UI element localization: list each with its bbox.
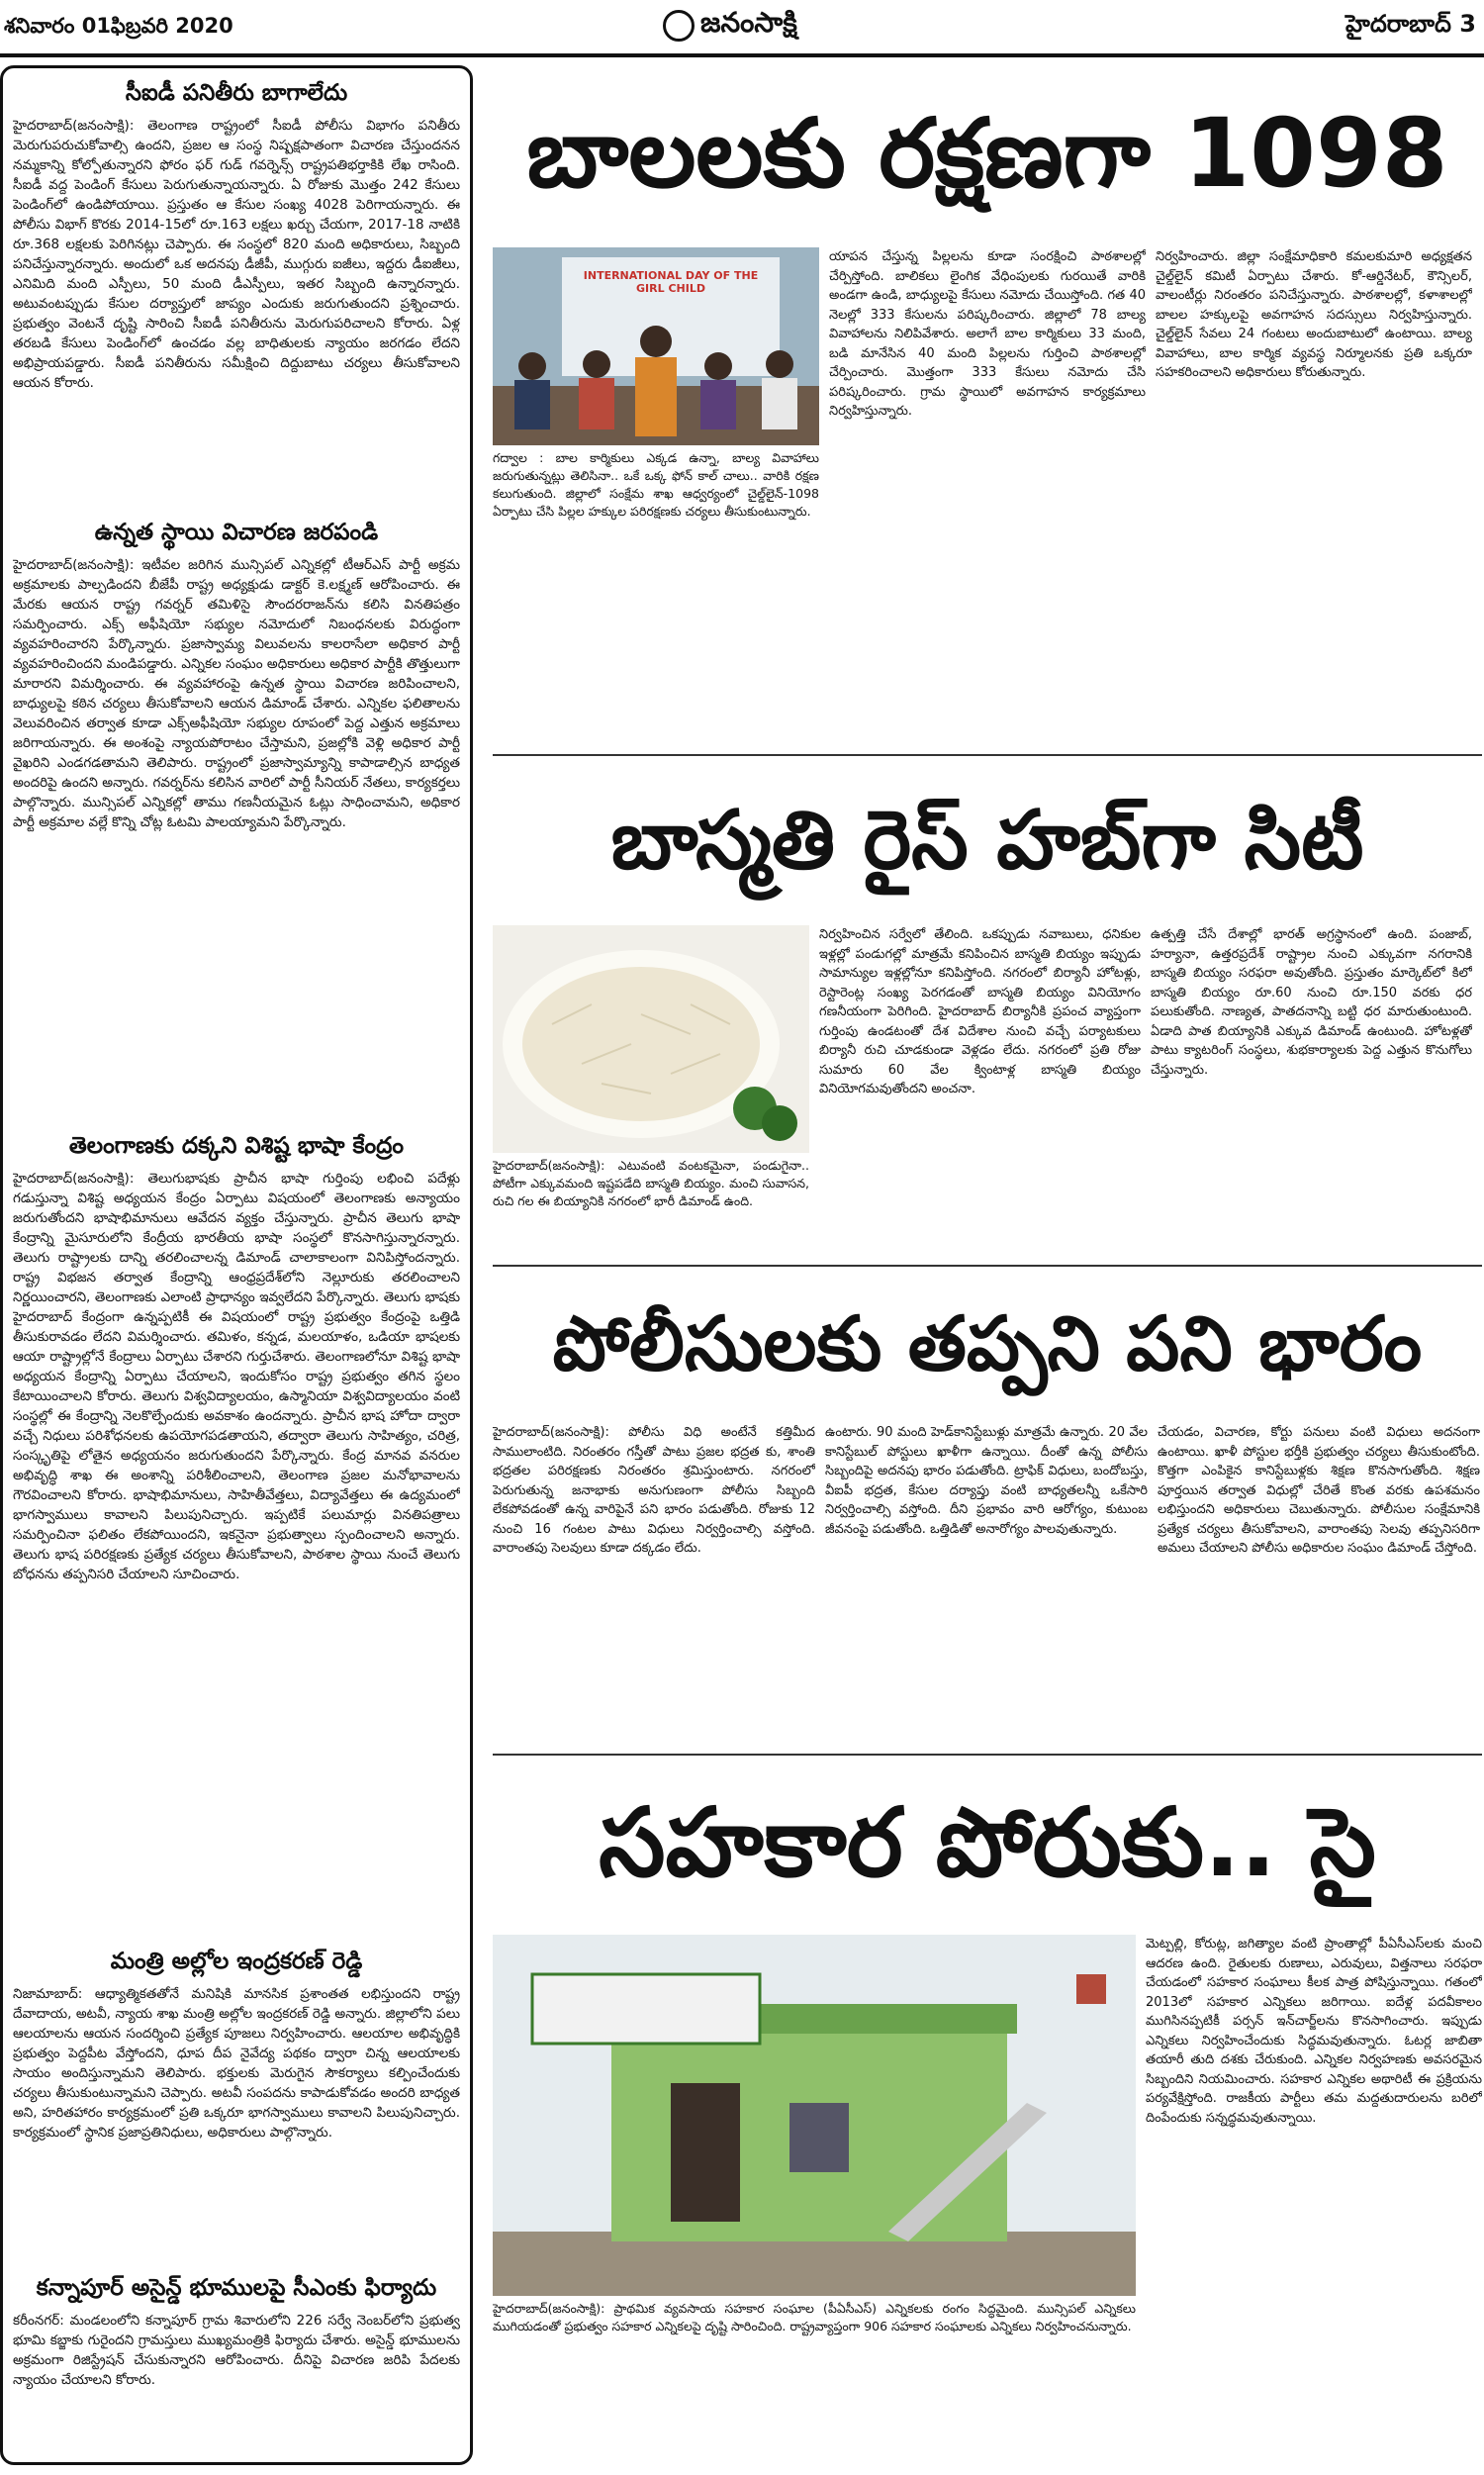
story-headline: బాలలకు రక్షణగా 1098 <box>526 98 1448 209</box>
story-column: ఉత్పత్తి చేసే దేశాల్లో భారత్‌ అగ్రస్థానంలో ఉంది. పంజాబ్‌, హర్యానా, ఉత్తరప్రదేశ్‌ రాష్ట్రాల నుంచి ఎక్కువగా నగరానికి బాస్మతి బియ్యం సరఫరా అవుతోంది. ప్రస్తుతం మార్కెట్‌లో కిలో బాస్మతి బియ్యం రూ.60 నుంచి రూ.150 వరకు ధర పలుకుతోంది. నాణ్యత, పాతదనాన్ని బట్టి ధర మారుతుంటుంది. ఏడాది పాత బియ్యానికి ఎక్కువ డిమాండ్‌ ఉంటుంది. హోటళ్లతో పాటు క్యాటరింగ్‌ సంస్థలు, శుభకార్యాలకు పెద్ద ఎత్తున కొనుగోలు చేస్తున్నారు. <box>1151 927 1472 1078</box>
photo-caption: హైదరాబాద్‌(జనంసాక్షి): ఎటువంటి వంటకమైనా, పండుగైనా.. పోటీగా ఎక్కువమంది ఇష్టపడేది బాస్మతి బియ్యం. మంచి సువాసన, రుచి గల ఈ బియ్యానికి నగరంలో భారీ డిమాండ్‌ ఉంది. <box>493 1158 809 1208</box>
story-child-helpline-body <box>493 247 1482 752</box>
issue-date: శనివారం 01ఫిబ్రవరి 2020 <box>4 14 233 38</box>
photo-caption: హైదరాబాద్‌(జనంసాక్షి): ప్రాథమిక వ్యవసాయ సహకార సంఘాల (పీఏసీఎస్‌) ఎన్నికలకు రంగం సిద్ధమైంది. మున్సిపల్‌ ఎన్నికలు ముగియడంతో ప్రభుత్వం సహకార ఎన్నికలపై దృష్టి సారించింది. రాష్ట్రవ్యాప్తంగా 906 సహకార సంఘాలకు ఎన్నికలు నిర్వహించనున్నారు. <box>493 2301 1136 2333</box>
masthead-rule <box>0 53 1484 57</box>
story-column: ఉంటారు. 90 మంది హెడ్‌కానిస్టేబుళ్లు మాత్రమే ఉన్నారు. 20 వేల కానిస్టేబుల్‌ పోస్టులు ఖాళీగా ఉన్నాయి. దీంతో ఉన్న పోలీసు సిబ్బందిపై అదనపు భారం పడుతోంది. ట్రాఫిక్‌ విధులు, బందోబస్తు, వీఐపీ భద్రత, కేసుల దర్యాప్తు వంటి బాధ్యతలన్నీ ఒకేసారి నిర్వర్తించాల్సి వస్తోంది. దీని ప్రభావం వారి ఆరోగ్యం, కుటుంబ జీవనంపై పడుతోంది. ఒత్తిడితో అనారోగ్యం పాలవుతున్నారు. <box>825 1425 1148 1537</box>
photo-block <box>493 1935 1136 2459</box>
section-divider <box>493 1754 1482 1756</box>
story-headline: పోలీసులకు తప్పని పని భారం <box>552 1299 1423 1387</box>
story-body: హైదరాబాద్‌(జనంసాక్షి): ఇటీవల జరిగిన మున్సిపల్‌ ఎన్నికల్లో టీఆర్‌ఎస్‌ పార్టీ అక్రమ అక్రమాలకు పాల్పడిందని బీజేపీ రాష్ట్ర అధ్యక్షుడు డాక్టర్‌ కె.లక్ష్మణ్‌ ఆరోపించారు. ఈ మేరకు ఆయన రాష్ట్ర గవర్నర్‌ తమిళిసై సౌందరరాజన్‌ను కలిసి వినతిపత్రం సమర్పించారు. ఎక్స్‌ అఫీషియో సభ్యుల నమోదులో నిబంధనలకు విరుద్ధంగా వ్యవహరించారని పేర్కొన్నారు. ప్రజాస్వామ్య విలువలను కాలరాసేలా అధికార పార్టీ వ్యవహరించిందని మండిపడ్డారు. ఎన్నికల సంఘం అధికారులు అధికార పార్టీకి తొత్తులుగా మారారని విమర్శించారు. ఈ వ్యవహారంపై ఉన్నత స్థాయి విచారణ జరిపించాలని, బాధ్యులపై కఠిన చర్యలు తీసుకోవాలని ఆయన డిమాండ్‌ చేశారు. ఎన్నికల ఫలితాలను వెలువరించిన తర్వాత కూడా ఎక్స్‌అఫీషియో సభ్యుల రూపంలో పెద్ద ఎత్తున అక్రమాలు జరిగాయన్నారు. ఈ అంశంపై న్యాయపోరాటం చేస్తామని, ప్రజల్లోకి వెళ్లి అధికార పార్టీ వైఖరిని ఎండగడతామని తెలిపారు. రాష్ట్రంలో ప్రజాస్వామ్యాన్ని కాపాడాల్సిన బాధ్యత అందరిపై ఉందని అన్నారు. గవర్నర్‌ను కలిసిన వారిలో పార్టీ సీనియర్‌ నేతలు, కార్యకర్తలు పాల్గొన్నారు. మున్సిపల్‌ ఎన్నికల్లో తాము గణనీయమైన ఓట్లు సాధించామని, అధికార పార్టీ అక్రమాల వల్లే కొన్ని చోట్ల ఓటమి పాలయ్యామని పేర్కొన్నారు. <box>13 557 460 830</box>
left-column <box>0 65 473 2465</box>
story-headline: తెలంగాణకు దక్కని విశిష్ట భాషా కేంద్రం <box>68 1133 405 1159</box>
story-column: మెట్పల్లి, కోరుట్ల, జగిత్యాల వంటి ప్రాంతాల్లో పీఏసీఎస్‌లకు మంచి ఆదరణ ఉంది. రైతులకు రుణాలు, ఎరువులు, విత్తనాలు సరఫరా చేయడంలో సహకార సంఘాలు కీలక పాత్ర పోషిస్తున్నాయి. గతంలో 2013లో సహకార ఎన్నికలు జరిగాయి. ఐదేళ్ల పదవీకాలం ముగిసినప్పటికీ పర్సన్‌ ఇన్‌చార్జ్‌లను కొనసాగించారు. ఇప్పుడు ఎన్నికలు నిర్వహించేందుకు సిద్ధమవుతున్నారు. ఓటర్ల జాబితా తయారీ తుది దశకు చేరుకుంది. ఎన్నికల నిర్వహణకు అవసరమైన సిబ్బందిని నియమించారు. సహకార ఎన్నికల అథారిటీ ఈ ప్రక్రియను పర్యవేక్షిస్తోంది. రాజకీయ పార్టీలు తమ మద్దతుదారులను బరిలో దింపేందుకు సన్నద్ధమవుతున్నాయి. <box>1146 1937 1482 2126</box>
banner-text: INTERNATIONAL DAY OF THE GIRL CHILD <box>583 269 759 295</box>
story-cooperative-body <box>493 1935 1482 2464</box>
story-body: హైదరాబాద్‌(జనంసాక్షి): తెలంగాణ రాష్ట్రంలో సీఐడీ పోలీసు విభాగం పనితీరు మెరుగుపరుచుకోవాల్సి ఉందని, ప్రజల ఆ సంస్థ నిష్పక్షపాతంగా విచారణ చేస్తుందనన నమ్మకాన్ని కోల్పోతున్నారని ఫోరం ఫర్‌ గుడ్‌ గవర్నెన్స్‌ రాష్ట్రపతిభర్తాకికి లేఖ రాసింది. సీఐడీ వద్ద పెండింగ్‌ కేసులు పెరుగుతున్నాయన్నారు. ఏ రోజుకు మొత్తం 242 కేసులు పెండింగ్‌లో ఉండిపోయాయి. ప్రస్తుతం ఆ కేసుల సంఖ్య 4028 పెరిగాయన్నారు. ఈ పోలీసు విభాగ్‌ కొరకు 2014-15లో రూ.163 లక్షలు ఖర్చు చేయగా, 2017-18 నాటికి రూ.368 లక్షలకు పెరిగినట్లు చెప్పారు. ఈ సంస్థలో 820 మంది అధికారులు, సిబ్బంది పనిచేస్తున్నారన్నారు. అందులో ఒక అదనపు డీజీపీ, ముగ్గురు ఐజీలు, ఇద్దరు డీఐజీలు, ఎనిమిది మంది ఎస్పీలు, 50 మంది డీఎస్పీలు, ఇతర సిబ్బంది ఉన్నారన్నారు. అటువంటప్పుడు కేసుల దర్యాప్తులో జాప్యం ఎందుకు జరుగుతుందని ప్రశ్నించారు. ప్రభుత్వం వెంటనే దృష్టి సారించి సీఐడీ పనితీరును మెరుగుపరిచాలని కోరారు. ఏళ్ల తరబడి కేసులు పెండింగ్‌లో ఉంచడం వల్ల బాధితులకు న్యాయం జరగడం లేదని అభిప్రాయపడ్డారు. సీఐడీ పనితీరును సమీక్షించి దిద్దుబాటు చర్యలు తీసుకోవాలని ఆయన కోరారు. <box>13 118 460 391</box>
story-body: కరీంనగర్‌: మండలంలోని కన్నాపూర్‌ గ్రామ శివారులోని 226 సర్వే నెంబర్‌లోని ప్రభుత్వ భూమి కబ్జాకు గురైందని గ్రామస్తులు ముఖ్యమంత్రికి ఫిర్యాదు చేశారు. అసైన్డ్‌ భూములను అక్రమంగా రిజిస్ట్రేషన్‌ చేసుకున్నారని ఆరోపించారు. దీనిపై విచారణ జరిపి పేదలకు న్యాయం చేయాలని కోరారు. <box>13 2313 460 2388</box>
story-basmati-body <box>493 925 1482 1262</box>
pacs-building-photo <box>493 1935 1136 2296</box>
story-column: చేయడం, విచారణ, కోర్టు పనులు వంటి విధులు అదనంగా ఉంటాయి. ఖాళీ పోస్టుల భర్తీకి ప్రభుత్వం చర్యలు తీసుకుంటోంది. కొత్తగా ఎంపికైన కానిస్టేబుళ్లకు శిక్షణ కొనసాగుతోంది. శిక్షణ పూర్తయిన తర్వాత విధుల్లో చేరితే కొంత వరకు ఉపశమనం లభిస్తుందని అధికారులు చెబుతున్నారు. పోలీసుల సంక్షేమానికి ప్రత్యేక చర్యలు తీసుకోవాలని, వారాంతపు సెలవు తప్పనిసరిగా అమలు చేయాలని పోలీసు అధికారుల సంఘం డిమాండ్‌ చేస్తోంది. <box>1158 1425 1480 1556</box>
section-divider <box>493 754 1482 756</box>
story-body: నిజామాబాద్‌: ఆధ్యాత్మికతతోనే మనిషికి మానసిక ప్రశాంతత లభిస్తుందని రాష్ట్ర దేవాదాయ, అటవీ, న్యాయ శాఖ మంత్రి అల్లోల ఇంద్రకరణ్‌ రెడ్డి అన్నారు. జిల్లాలోని పలు ఆలయాలను ఆయన సందర్శించి ప్రత్యేక పూజలు నిర్వహించారు. ఆలయాల అభివృద్ధికి ప్రభుత్వం పెద్దపీట వేస్తోందని, ధూప దీప నైవేద్య పథకం ద్వారా చిన్న ఆలయాలకు సాయం అందిస్తున్నామని తెలిపారు. భక్తులకు మెరుగైన సౌకర్యాలు కల్పించేందుకు చర్యలు తీసుకుంటున్నామని చెప్పారు. అటవీ సంపదను కాపాడుకోవడం అందరి బాధ్యత అని, హరితహారం కార్యక్రమంలో ప్రతి ఒక్కరూ భాగస్వాములు కావాలని పిలుపునిచ్చారు. కార్యక్రమంలో స్థానిక ప్రజాప్రతినిధులు, అధికారులు పాల్గొన్నారు. <box>13 1986 460 2141</box>
story-headline: సీఐడీ పనితీరు బాగాలేదు <box>125 80 348 106</box>
story-body: హైదరాబాద్‌(జనంసాక్షి): తెలుగుభాషకు ప్రాచీన భాషా గుర్తింపు లభించి పదేళ్లు గడుస్తున్నా విశిష్ట అధ్యయన కేంద్రం ఏర్పాటు విషయంలో తెలంగాణకు అన్యాయం జరుగుతోందని భాషాభిమానులు ఆవేదన వ్యక్తం చేస్తున్నారు. ప్రాచీన తెలుగు భాషా కేంద్రాన్ని మైసూరులోని కేంద్రీయ భారతీయ భాషా సంస్థలో కొనసాగిస్తున్నారన్నారు. తెలుగు రాష్ట్రాలకు దాన్ని తరలించాలన్న డిమాండ్‌ చాలాకాలంగా వినిపిస్తోందన్నారు. రాష్ట్ర విభజన తర్వాత కేంద్రాన్ని ఆంధ్రప్రదేశ్‌లోని నెల్లూరుకు తరలించాలని నిర్ణయించారని, తెలంగాణకు ఎలాంటి ప్రాధాన్యం ఇవ్వలేదని పేర్కొన్నారు. తెలుగు భాషకు హైదరాబాద్‌ కేంద్రంగా ఉన్నప్పటికీ ఈ విషయంలో రాష్ట్ర ప్రభుత్వం కేంద్రంపై ఒత్తిడి తీసుకురావడం లేదని విమర్శించారు. తమిళం, కన్నడ, మలయాళం, ఒడియా భాషలకు ఆయా రాష్ట్రాల్లోనే కేంద్రాలు ఏర్పాటు చేశారని గుర్తుచేశారు. తెలంగాణలోనూ విశిష్ట భాషా అధ్యయన కేంద్రాన్ని ఏర్పాటు చేయాలని, ఇందుకోసం రాష్ట్ర ప్రభుత్వం తగిన స్థలం కేటాయించాలని కోరారు. తెలుగు విశ్వవిద్యాలయం, ఉస్మానియా విశ్వవిద్యాలయం వంటి సంస్థల్లో ఈ కేంద్రాన్ని నెలకొల్పేందుకు అవకాశం ఉందన్నారు. ప్రాచీన భాష హోదా ద్వారా వచ్చే నిధులు పరిశోధనలకు ఉపయోగపడతాయని, తద్వారా తెలుగు సాహిత్యం, చరిత్ర, సంస్కృతిపై లోతైన అధ్యయనం జరుగుతుందని పేర్కొన్నారు. కేంద్ర మానవ వనరుల అభివృద్ధి శాఖ ఈ అంశాన్ని పరిశీలించాలని, తెలంగాణ ప్రజల మనోభావాలను గౌరవించాలని కోరారు. భాషాభిమానులు, సాహితీవేత్తలు, విద్యావేత్తలు ఈ ఉద్యమంలో భాగస్వాములు కావాలని పిలుపునిచ్చారు. ఇప్పటికే పలుమార్లు వినతిపత్రాలు సమర్పించినా ఫలితం లేకపోయిందని, ఇకనైనా ప్రభుత్వాలు స్పందించాలని అన్నారు. తెలుగు భాష పరిరక్షణకు ప్రత్యేక చర్యలు తీసుకోవాలని, పాఠశాల స్థాయి నుంచే తెలుగు బోధనను తప్పనిసరి చేయాలని సూచించారు. <box>13 1171 460 1582</box>
story-column: నిర్వహించారు. జిల్లా సంక్షేమాధికారి కమలకుమారి అధ్యక్షతన చైల్డ్‌లైన్‌ కమిటీ ఏర్పాటు చేశారు. కో-ఆర్డినేటర్‌, కౌన్సిలర్‌, వాలంటీర్లు నిరంతరం పనిచేస్తున్నారు. పాఠశాలల్లో, కళాశాలల్లో బాలల హక్కులపై అవగాహన సదస్సులు నిర్వహిస్తున్నారు. చైల్డ్‌లైన్‌ సేవలు 24 గంటలు అందుబాటులో ఉంటాయి. బాల్య వివాహాలు, బాల కార్మిక వ్యవస్థ నిర్మూలనకు ప్రతి ఒక్కరూ సహకరించాలని అధికారులు కోరుతున్నారు. <box>1156 249 1472 380</box>
page-label: హైదరాబాద్ 3 <box>1345 10 1476 38</box>
story-police <box>493 1272 1482 1420</box>
section-divider <box>493 1265 1482 1267</box>
story-basmati <box>493 762 1482 925</box>
story-child-helpline <box>493 69 1482 242</box>
story-column: నిర్వహించిన సర్వేలో తేలింది. ఒకప్పుడు నవాబులు, ధనికుల ఇళ్లల్లో పండుగల్లో మాత్రమే కనిపించిన బాస్మతి బియ్యం ఇప్పుడు సామాన్యుల ఇళ్లల్లోనూ కనిపిస్తోంది. నగరంలో బిర్యానీ హోటళ్లు, రెస్టారెంట్ల సంఖ్య పెరగడంతో బాస్మతి బియ్యం వినియోగం గణనీయంగా పెరిగింది. హైదరాబాద్‌ బిర్యానీకి ప్రపంచ వ్యాప్తంగా గుర్తింపు ఉండటంతో దేశ విదేశాల నుంచి వచ్చే పర్యాటకులు బిర్యానీ రుచి చూడకుండా వెళ్లడం లేదు. నగరంలో ప్రతి రోజు సుమారు 60 వేల క్వింటాళ్ల బాస్మతి బియ్యం వినియోగమవుతోందని అంచనా. <box>819 927 1141 1096</box>
story-headline: సహకార పోరుకు.. సై <box>599 1787 1376 1898</box>
photo-block <box>493 247 819 713</box>
story-headline: ఉన్నత స్థాయి విచారణ జరపండి <box>94 520 379 545</box>
photo-caption: గద్వాల : బాల కార్మికులు ఎక్కడ ఉన్నా, బాల్య వివాహాలు జరుగుతున్నట్లు తెలిసినా.. ఒకే ఒక్క ఫోన్‌ కాల్‌ చాలు.. వారికి రక్షణ కలుగుతుంది. జిల్లాలో సంక్షేమ శాఖ ఆధ్వర్యంలో చైల్డ్‌లైన్‌-1098 ఏర్పాటు చేసి పిల్లల హక్కుల పరిరక్షణకు చర్యలు తీసుకుంటున్నారు. <box>493 450 819 519</box>
photo-block <box>493 925 809 1257</box>
paper-name: జనంసాక్షి <box>700 6 797 39</box>
rice-photo <box>493 925 809 1153</box>
story-police-body <box>493 1423 1482 1750</box>
story-headline: బాస్మతి రైస్‌ హబ్‌గా సిటీ <box>610 794 1364 888</box>
story-column: యాపన చేస్తున్న పిల్లలను కూడా సంరక్షించి పాఠశాలల్లో చేర్పిస్తోంది. బాలికలు లైంగిక వేధింపులకు గురయితే వారికి అండగా ఉండి, బాధ్యులపై కేసులు నమోదు చేయిస్తోంది. గత 40 నెలల్లో 333 కేసులను పరిష్కరించారు. జిల్లాలో 78 బాల్య వివాహాలను నిలిపివేశారు. అలాగే బాల కార్మికులు 33 మంది, బడి మానేసిన 40 మంది పిల్లలను గుర్తించి పాఠశాలల్లో చేర్పించారు. మొత్తంగా 333 కేసులు నమోదు చేసి పరిష్కరించారు. గ్రామ స్థాయిలో అవగాహన కార్యక్రమాలు నిర్వహిస్తున్నారు. <box>829 249 1146 419</box>
event-photo <box>493 247 819 445</box>
logo-mark-icon <box>663 10 695 42</box>
story-column: హైదరాబాద్‌(జనంసాక్షి): పోలీసు విధి అంటేనే కత్తిమీద సాములాంటిది. నిరంతరం గస్తీతో పాటు ప్రజల భద్రత కు, శాంతి భద్రతల పరిరక్షణకు నిరంతరం శ్రమిస్తుంటారు. నగరంలో పెరుగుతున్న జనాభాకు అనుగుణంగా పోలీసు సిబ్బంది లేకపోవడంతో ఉన్న వారిపైనే పని భారం పడుతోంది. రోజుకు 12 నుంచి 16 గంటల పాటు విధులు నిర్వర్తించాల్సి వస్తోంది. వారాంతపు సెలవులు కూడా దక్కడం లేదు. <box>493 1425 815 1556</box>
story-headline: కన్నాపూర్‌ అసైన్డ్‌ భూములపై సీఎంకు ఫిర్యాదు <box>36 2275 437 2301</box>
story-cooperative <box>493 1761 1482 1930</box>
story-headline: మంత్రి అల్లోల ఇంద్రకరణ్‌ రెడ్డి <box>110 1949 363 1974</box>
paper-logo <box>663 6 797 46</box>
